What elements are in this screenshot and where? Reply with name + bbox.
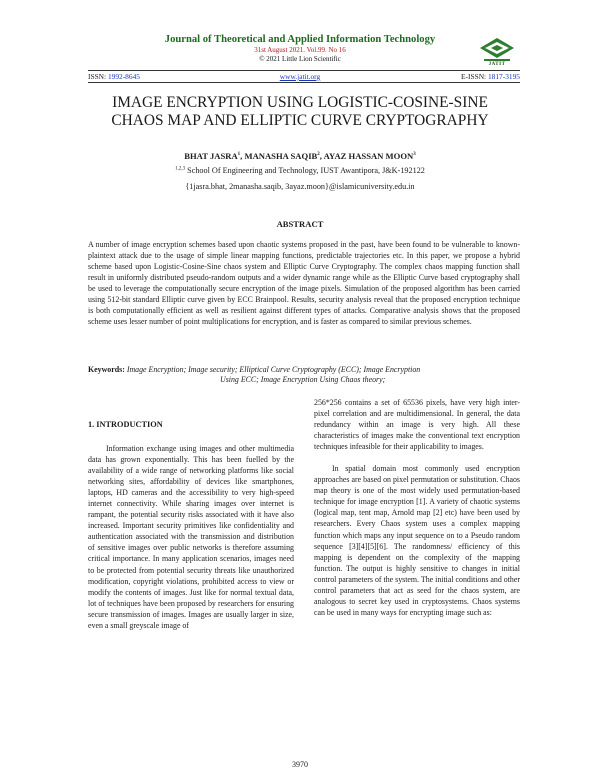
- author-sup: 1: [237, 152, 241, 158]
- header-divider-top: [88, 70, 520, 71]
- author-name: BHAT JASRA: [184, 151, 238, 161]
- intro-right-column: [314, 397, 520, 618]
- paragraph: 256*256 contains a set of 65536 pixels, have very high inter-pixel correlation and are multidimensional. In general, the data redundancy within an image is very high. All these characteristics of images make the conventional text encryption techniques infeasible for their applicability to images.: [314, 398, 520, 452]
- abstract-text: A number of image encryption schemes based upon chaotic systems proposed in the past, have been found to be vulnerable to known-plaintext attack due to the usage of simple linear mapping functions, predictable trajectories etc. In this paper, we propose a hybrid scheme based upon Logistic-Cosine-Sine chaos system and Elliptic Curve Cryptography. The complex chaos mapping function shall result in uniformly distributed pseudo-random outputs and a wider dynamic range while as the Elliptic Curve based cryptography shall be used to leverage the computationally secure encryption of the image pixels. Simulation of the proposed algorithm has been carried using 512-bit standard Elliptic curve given by ECC Brainpool. Results, security analysis reveal that the proposed encryption technique is both computationally efficient as well as resilient against different types of attacks. Comparative analysis shows that the proposed scheme uses lesser number of point multiplications for encryption, and is faster as compared to similar previous schemes.: [88, 240, 520, 327]
- keywords-line-1: [88, 364, 520, 375]
- affiliation: [60, 166, 540, 175]
- journal-title: Journal of Theoretical and Applied Information Technology: [164, 34, 436, 45]
- issn-value: 1992-8645: [107, 72, 140, 81]
- section-heading-introduction: 1. INTRODUCTION: [88, 420, 163, 429]
- paragraph: In spatial domain most commonly used encryption approaches are based on pixel permutation or substitution. Chaos map theory is one of the most widely used permutation-based technique for image encryption [1]. A variety of chaotic systems (logical map, tent map, Arnold map [2] etc) have been used by researchers. Every Chaos system uses a complex mapping function which maps any input sequence on to a Pseudo random sequence [3][4][5][6]. The randomness/ efficiency of this mapping is dependent on the complexity of the mapping function. The output is highly sensitive to changes in initial control parameters of the system. The initial conditions and other control parameters that act as seed for the chaos system, are analogous to secret key used in cryptosystems. Chaos systems can be used in many ways for encrypting image such as:: [314, 464, 520, 617]
- journal-logo-text: JATIT: [488, 62, 506, 67]
- paragraph: Information exchange using images and other multimedia data has grown exponentially. This has been fuelled by the availability of a wide range of networking platforms like social networking sites, affordability of devices like smartphones, laptops, HD cameras and the accessibility to very high-speed internet connectivity. While sharing images over internet is rampant, the potential security risks associated with it have also increased. Important security primitives like confidentiality and authentication associated with the transmission and distribution of sensitive images over public networks is therefore assuming critical importance. In many application scenarios, images need to be protected from potential security threats like unauthorized modification, copyright violations, prohibited access to view or modify the contents of images. Just like for normal textual data, lot of techniques have been proposed by researchers for ensuring secure transmission of images. Images are usually larger in size, even a small greyscale image of: [88, 444, 294, 630]
- eissn-label: E-ISSN:: [461, 72, 487, 81]
- copyright-notice: © 2021 Little Lion Scientific: [259, 54, 341, 63]
- eissn: [400, 72, 520, 81]
- author-emails: {1jasra.bhat, 2manasha.saqib, 3ayaz.moon}@islamicuniversity.edu.in: [185, 182, 415, 191]
- affiliation-text: School Of Engineering and Technology, IUST Awantipora, J&K-192122: [187, 166, 425, 175]
- author-sup: 2: [317, 152, 320, 158]
- author-list: BHAT JASRA$^1$, MANASHA SAQIB$^2$, AYAZ HASSAN MOON$^3$: [184, 151, 416, 161]
- author-name: AYAZ HASSAN MOON: [323, 151, 414, 161]
- journal-website-link[interactable]: www.jatit.org: [279, 72, 321, 81]
- keywords-text: Image Encryption; Image security; Elliptical Curve Cryptography (ECC); Image Encryption: [126, 365, 421, 374]
- author-sup: 3: [413, 152, 416, 158]
- affiliation-sup: 1,2,3: [175, 166, 186, 172]
- header-divider-bottom: [88, 82, 520, 83]
- keywords-line-2: Using ECC; Image Encryption Using Chaos theory;: [220, 375, 386, 384]
- issue-date: 31st August 2021. Vol.99. No 16: [254, 46, 346, 54]
- paper-title-line-1: IMAGE ENCRYPTION USING LOGISTIC-COSINE-SINE: [112, 94, 488, 111]
- paper-title: [60, 94, 540, 129]
- intro-left-column: [88, 443, 294, 631]
- issn-label: ISSN:: [88, 72, 107, 81]
- page-number: 3970: [292, 760, 308, 769]
- author-name: MANASHA SAQIB: [244, 151, 318, 161]
- paper-title-line-2: CHAOS MAP AND ELLIPTIC CURVE CRYPTOGRAPHY: [111, 111, 489, 129]
- issn: [88, 72, 140, 81]
- abstract-heading: ABSTRACT: [276, 219, 324, 229]
- eissn-value: 1817-3195: [487, 72, 520, 81]
- keywords-label: Keywords:: [88, 365, 125, 374]
